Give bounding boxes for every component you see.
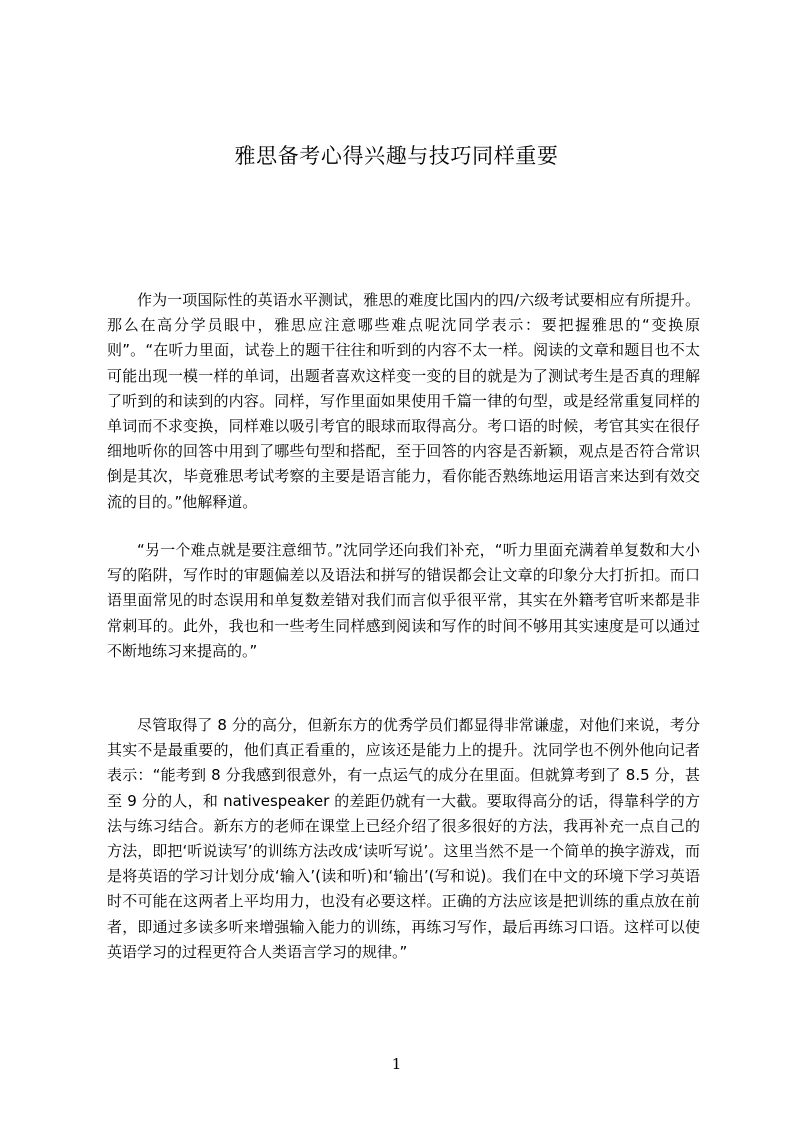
paragraph-3: 尽管取得了 8 分的高分，但新东方的优秀学员们都显得非常谦虚，对他们来说，考分其实不是最重要的，他们真正看重的，应该还是能力上的提升。沈同学也不例外他向记者表示：“能考到 8 分我感到很意外，有一点运气的成分在里面。但就算考到了 8.5 分，甚至 9 分的人，和 nativespeaker 的差距仍就有一大截。要取得高分的话，得靠科学的方法与练习结合。新东方的老师在课堂上已经介绍了很多很好的方法，我再补充一点自己的方法，即把‘听说读写’的训练方法改成‘读听写说’。这里当然不是一个简单的换字游戏，而是将英语的学习计划分成‘输入’(读和听)和‘输出’(写和说)。我们在中文的环境下学习英语时不可能在这两者上平均用力，也没有必要这样。正确的方法应该是把训练的重点放在前者，即通过多读多听来增强输入能力的训练，再练习写作，最后再练习口语。这样可以使英语学习的过程更符合人类语言学习的规律。”	[107, 716, 700, 961]
paragraph-2: “另一个难点就是要注意细节。”沈同学还向我们补充，“听力里面充满着单复数和大小写的陷阱，写作时的审题偏差以及语法和拼写的错误都会让文章的印象分大打折扣。而口语里面常见的时态误用和单复数差错对我们而言似乎很平常，其实在外籍考官听来都是非常刺耳的。此外，我也和一些考生同样感到阅读和写作的时间不够用其实速度是可以通过不断地练习来提高的。”	[107, 541, 700, 660]
page-number: 1	[391, 1055, 402, 1073]
paragraph-1: 作为一项国际性的英语水平测试，雅思的难度比国内的四/六级考试要相应有所提升。那么在高分学员眼中，雅思应注意哪些难点呢沈同学表示：要把握雅思的“变换原则”。“在听力里面，试卷上的题干往往和听到的内容不太一样。阅读的文章和题目也不太可能出现一模一样的单词，出题者喜欢这样变一变的目的就是为了测试考生是否真的理解了听到的和读到的内容。同样，写作里面如果使用千篇一律的句型，或是经常重复同样的单词而不求变换，同样难以吸引考官的眼球而取得高分。考口语的时候，考官其实在很仔细地听你的回答中用到了哪些句型和搭配，至于回答的内容是否新颖，观点是否符合常识倒是其次，毕竟雅思考试考察的主要是语言能力，看你能否熟练地运用语言来达到有效交流的目的。”他解释道。	[107, 291, 700, 511]
document-title: 雅思备考心得兴趣与技巧同样重要	[234, 144, 559, 168]
